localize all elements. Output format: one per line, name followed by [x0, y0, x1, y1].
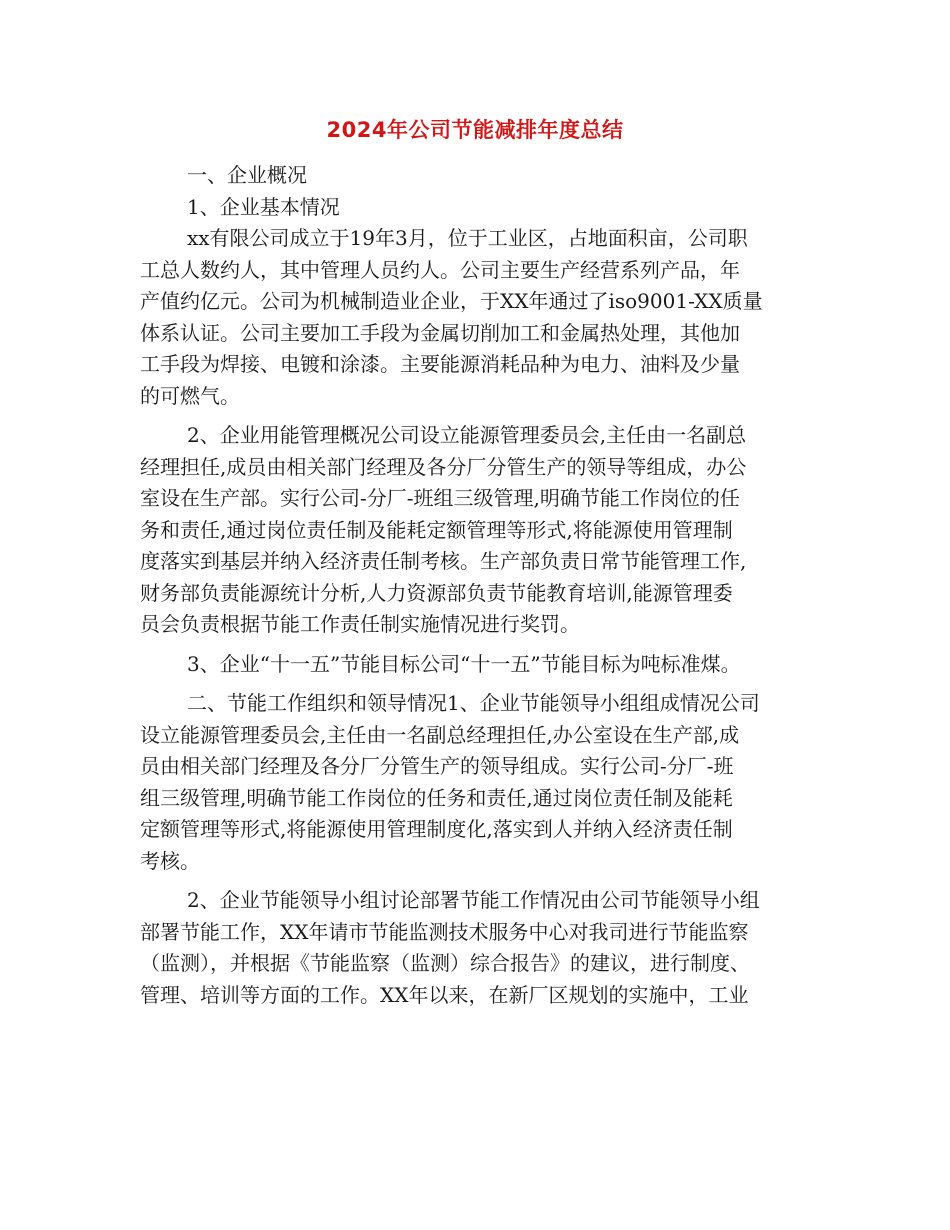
paragraph-line: 管理、培训等方面的工作。XX年以来，在新厂区规划的实施中，工业	[140, 982, 749, 1007]
paragraph-line: 体系认证。公司主要加工手段为金属切削加工和金属热处理，其他加	[140, 320, 740, 345]
paragraph-line: 2、企业节能领导小组讨论部署节能工作情况由公司节能领导小组	[187, 888, 760, 912]
paragraph-line: 室设在生产部。实行公司-分厂-班组三级管理,明确节能工作岗位的任	[140, 486, 740, 510]
paragraph-line: 员由相关部门经理及各分厂分管生产的领导组成。实行公司-分厂-班	[140, 754, 734, 778]
paragraph-line: 财务部负责能源统计分析,人力资源部负责节能教育培训,能源管理委	[140, 580, 733, 605]
paragraph-line: 定额管理等形式,将能源使用管理制度化,落实到人并纳入经济责任制	[140, 817, 733, 841]
document-body	[140, 160, 830, 1011]
document-title: 2024年公司节能减排年度总结	[326, 118, 624, 142]
paragraph-line: 员会负责根据节能工作责任制实施情况进行奖罚。	[140, 612, 580, 636]
paragraph-line: 考核。	[140, 848, 200, 873]
paragraph-line: 的可燃气。	[140, 383, 240, 408]
subsection-heading: 1、企业基本情况	[187, 194, 340, 219]
paragraph-line: 组三级管理,明确节能工作岗位的任务和责任,通过岗位责任制及能耗	[140, 785, 733, 810]
paragraph-line: 部署节能工作，XX年请市节能监测技术服务中心对我司进行节能监察	[140, 919, 749, 944]
paragraph-line: 工手段为焊接、电镀和涂漆。主要能源消耗品种为电力、油料及少量	[140, 352, 740, 376]
section-heading: 一、企业概况	[187, 163, 307, 187]
paragraph-line: 务和责任,通过岗位责任制及能耗定额管理等形式,将能源使用管理制	[140, 517, 733, 542]
paragraph-line: 设立能源管理委员会,主任由一名副总经理担任,办公室设在生产部,成	[140, 722, 740, 747]
paragraph-line: 经理担任,成员由相关部门经理及各分厂分管生产的领导等组成，办公	[140, 454, 747, 479]
paragraph-line: 工总人数约人，其中管理人员约人。公司主要生产经营系列产品，年	[140, 257, 740, 282]
paragraph-line: 2、企业用能管理概况公司设立能源管理委员会,主任由一名副总	[187, 423, 747, 447]
paragraph-line: 度落实到基层并纳入经济责任制考核。生产部负责日常节能管理工作,	[140, 549, 747, 573]
paragraph-line: 二、节能工作组织和领导情况1、企业节能领导小组组成情况公司	[187, 691, 760, 715]
paragraph-line: 产值约亿元。公司为机械制造业企业，于XX年通过了iso9001-XX质量	[140, 289, 763, 313]
paragraph-line: xx有限公司成立于19年3月，位于工业区，占地面积亩，公司职	[187, 226, 748, 250]
paragraph-line: 3、企业“十一五”节能目标公司“十一五”节能目标为吨标准煤。	[187, 651, 741, 676]
paragraph-line: （监测），并根据《节能监察（监测）综合报告》的建议，进行制度、	[140, 951, 750, 975]
